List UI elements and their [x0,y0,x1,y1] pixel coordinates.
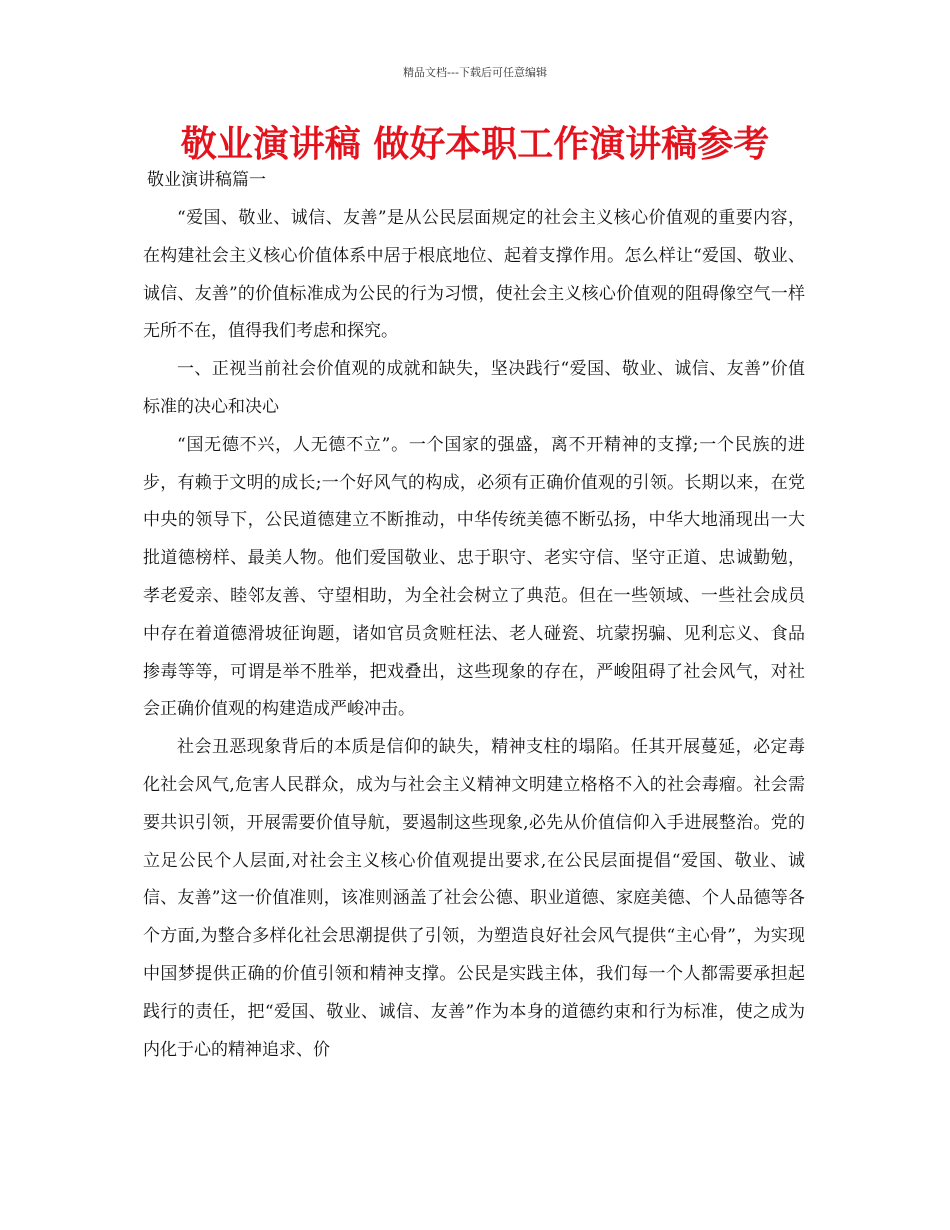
paragraph-body-2: 社会丑恶现象背后的本质是信仰的缺失，精神支柱的塌陷。任其开展蔓延，必定毒化社会风气,危害人民群众，成为与社会主义精神文明建立格格不入的社会毒瘤。社会需要共识引领，开展需要价值导航，要遏制这些现象,必先从价值信仰入手进展整治。党的立足公民个人层面,对社会主义核心价值观提出要求,在公民层面提倡“爱国、敬业、诚信、友善”这一价值准则，该准则涵盖了社会公德、职业道德、家庭美德、个人品德等各个方面,为整合多样化社会思潮提供了引领，为塑造良好社会风气提供“主心骨”，为实现中国梦提供正确的价值引领和精神支撑。公民是实践主体，我们每一个人都需要承担起践行的责任，把“爱国、敬业、诚信、友善”作为本身的道德约束和行为标准，使之成为内化于心的精神追求、价 [143,737,805,1060]
paragraph-intro: “爱国、敬业、诚信、友善”是从公民层面规定的社会主义核心价值观的重要内容，在构建社会主义核心价值体系中居于根底地位、起着支撑作用。怎么样让“爱国、敬业、诚信、友善”的价值标准成为公民的行为习惯，使社会主义核心价值观的阻碍像空气一样无所不在，值得我们考虑和探究。 [143,208,805,342]
section-subtitle: 敬业演讲稿篇一 [147,170,266,190]
paragraph-section-heading: 一、正视当前社会价值观的成就和缺失，坚决践行“爱国、敬业、诚信、友善”价值标准的决心和决心 [143,359,805,417]
document-body [143,165,805,1069]
page-header-note: 精品文档---下载后可任意编辑 [403,66,547,79]
document-title: 敬业演讲稿 做好本职工作演讲稿参考 [180,124,770,165]
paragraph-body-1: “国无德不兴，人无德不立”。一个国家的强盛，离不开精神的支撑;一个民族的进步，有赖于文明的成长;一个好风气的构成，必须有正确价值观的引领。长期以来，在党中央的领导下，公民道德建立不断推动，中华传统美德不断弘扬，中华大地涌现出一大批道德榜样、最美人物。他们爱国敬业、忠于职守、老实守信、坚守正道、忠诚勤勉，孝老爱亲、睦邻友善、守望相助，为全社会树立了典范。但在一些领域、一些社会成员中存在着道德滑坡征询题，诸如官员贪赃枉法、老人碰瓷、坑蒙拐骗、见利忘义、食品掺毒等等，可谓是举不胜举，把戏叠出，这些现象的存在，严峻阻碍了社会风气，对社会正确价值观的构建造成严峻冲击。 [143,434,805,720]
